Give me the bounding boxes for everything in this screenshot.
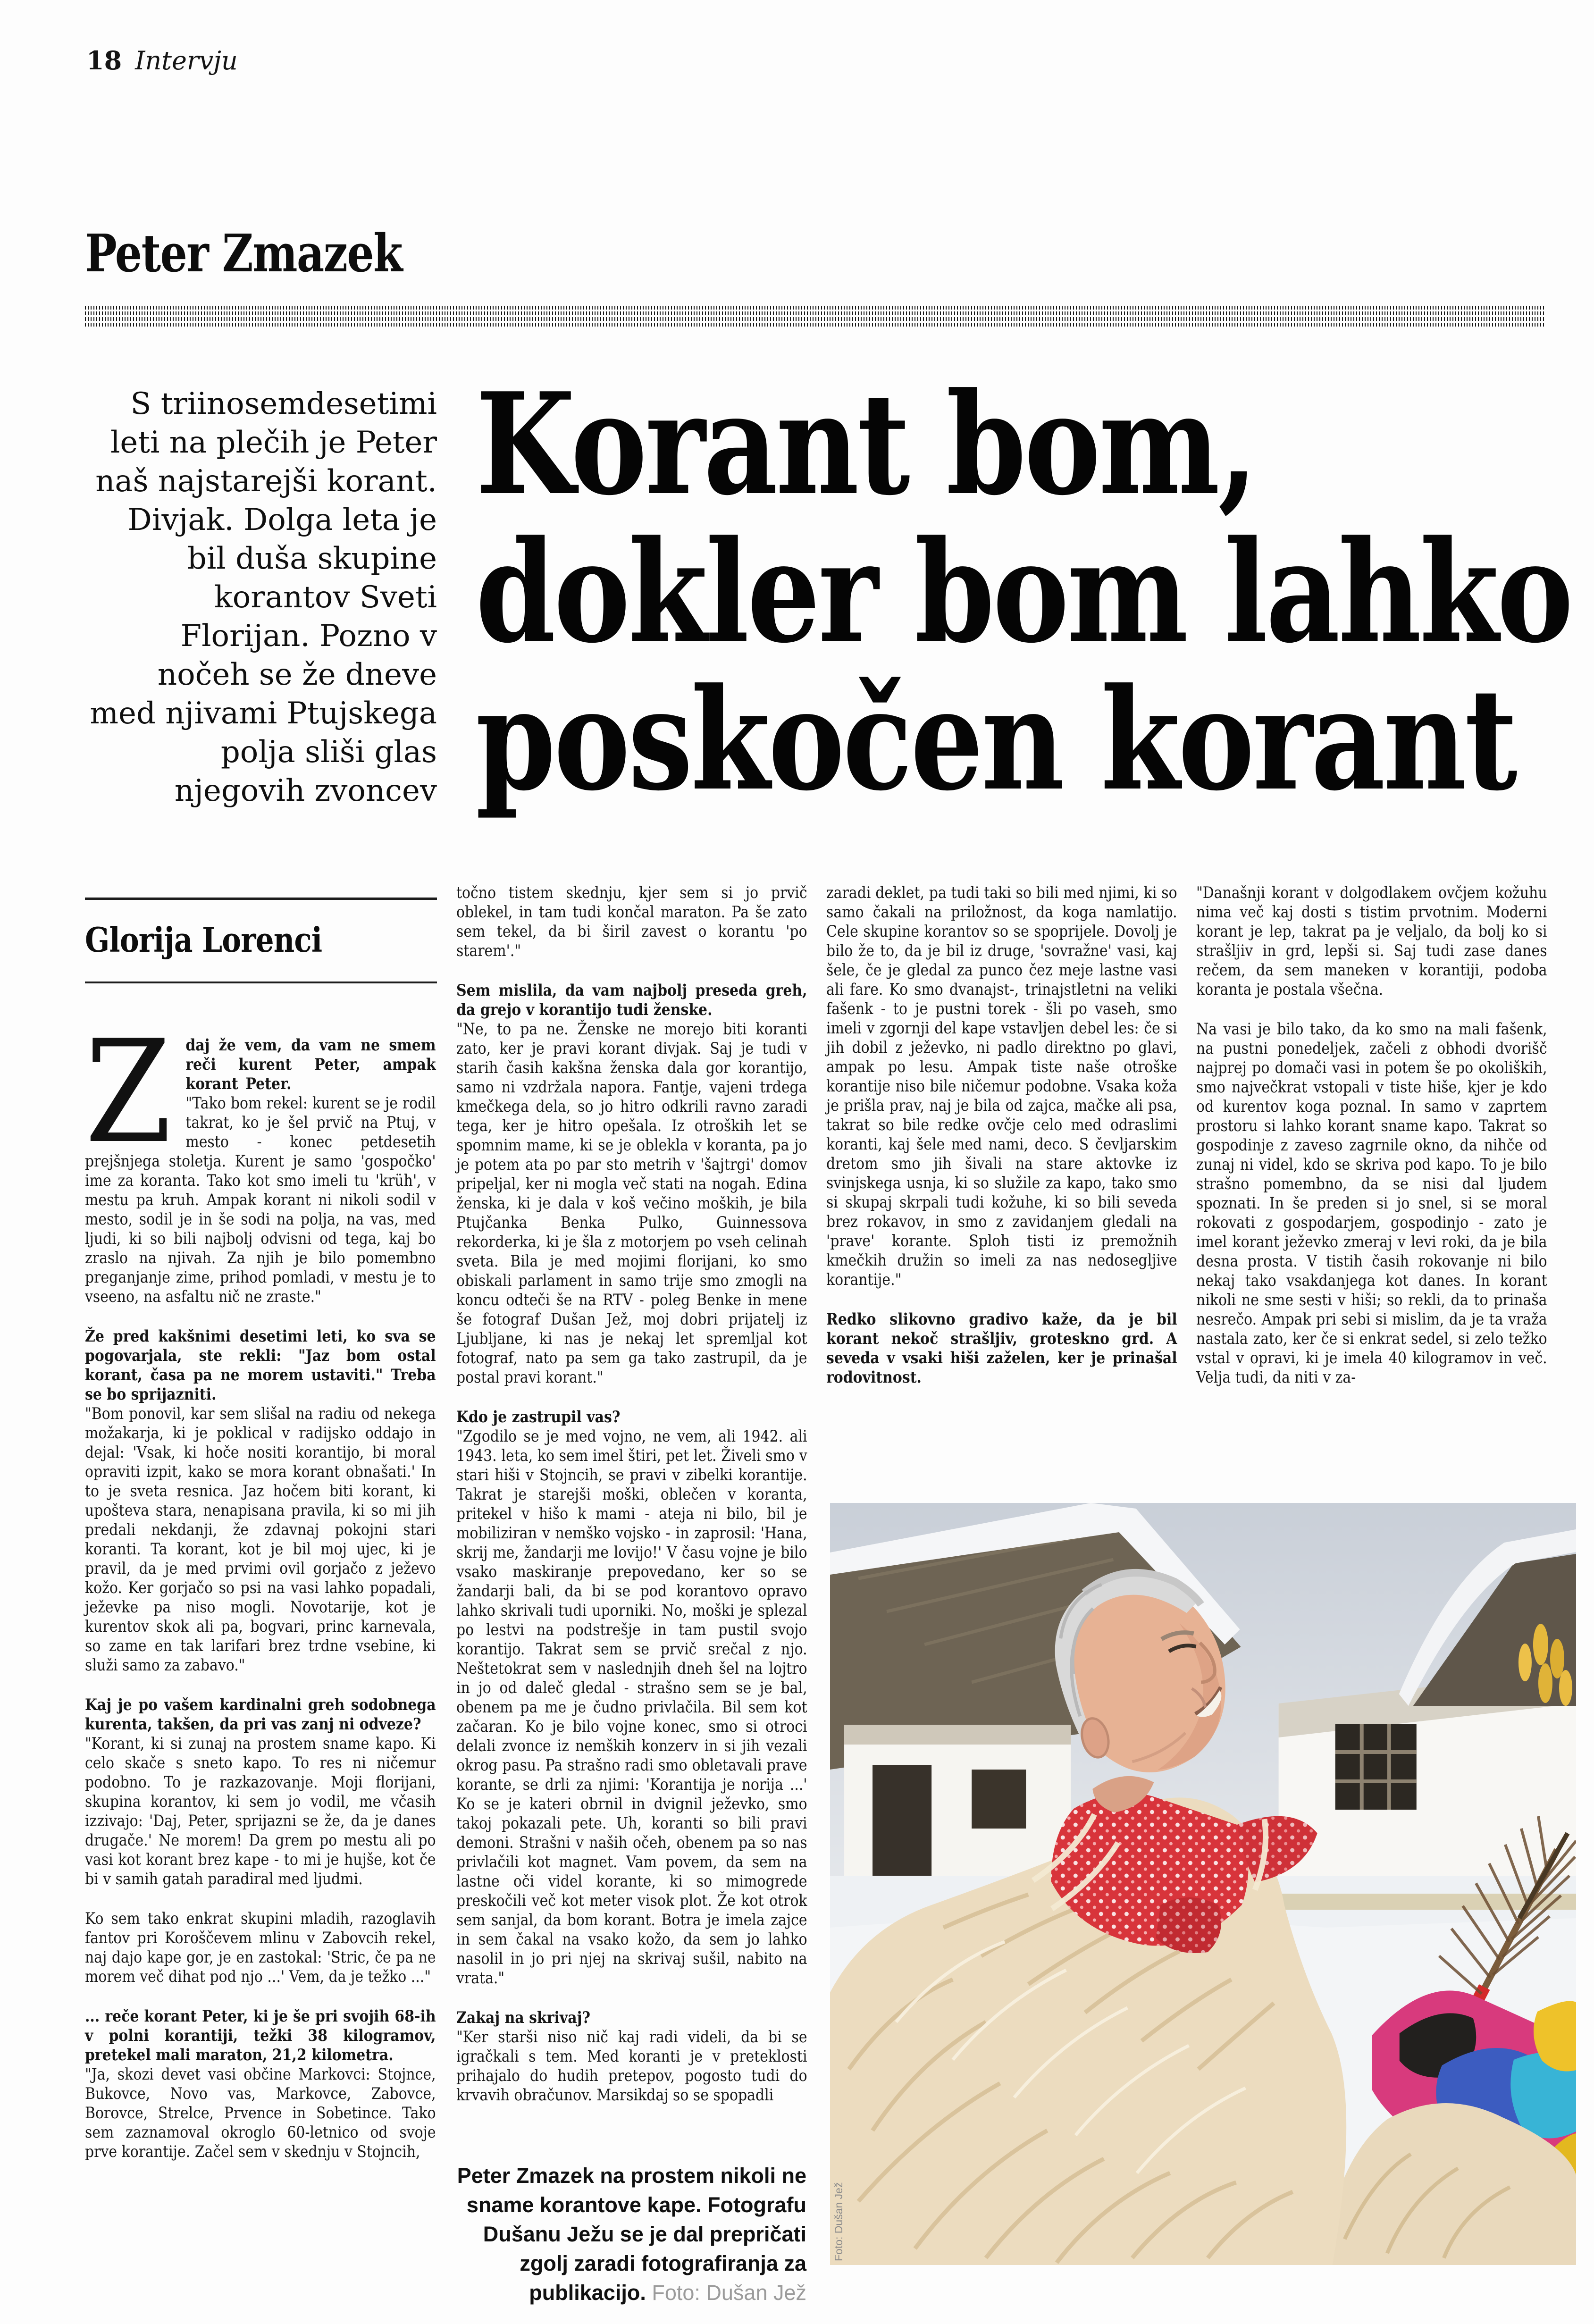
body-paragraph: "Ne, to pa ne. Ženske ne morejo biti koranti zato, ker je pravi korant divjak. Saj je tudi v starih časih kakšna ženska dala gor korantijo, samo ni vzdržala napora. Fantje, vajeni trdega kmečkega dela, so jo hitro odkrili ravno zaradi tega, ker je hitro opešala. Iz otroških let se spomnim mame, ki se je oblekla v koranta, pa jo je potem ata po par sto metrih v 'šajtrgi' domov pripeljal, ker ni mogla več stati na nogah. Edina ženska, ki je dala v koš večino moških, je bila Ptujčanka Benka Pulko, Guinnessova rekorderka, ki je šla z motorjem po vseh celinah sveta. Bila je med mojimi florijani, ko smo obiskali parlament in samo trije smo zmogli na koncu odteči še na RTV - poleg Benke in mene še fotograf Dušan Jež, moj dobri prijatelj iz Ljubljane, ki nas je nekaj let spremljal kot fotograf, nato pa sem ga tako zastrupil, da je postal pravi korant.": [456, 1020, 807, 1387]
body-paragraph: točno tistem skednju, kjer sem si jo prvič oblekel, in tam tudi končal maraton. Pa še zato sem tekel, da bi širil zavest o korantu 'po starem'.": [456, 883, 807, 960]
headline-line-2: dokler bom lahko: [476, 510, 1572, 674]
question-paragraph: Zakaj na skrivaj?: [456, 2008, 590, 2027]
section-title: Intervju: [135, 46, 238, 76]
question-paragraph: Kdo je zastrupil vas?: [456, 1408, 621, 1426]
lead-paragraph: daj že vem, da vam ne smem reči kurent Peter, ampak korant Peter.: [185, 1036, 436, 1093]
question-paragraph: ... reče korant Peter, ki je še pri svojih 68-ih v polni korantiji, težki 38 kilogramov, pretekel mali maraton, 21,2 kilometra.: [85, 2007, 436, 2064]
question-paragraph: Redko slikovno gradivo kaže, da je bil korant nekoč strašljiv, groteskno grd. A seveda v vsaki hiši zaželen, ker je prinašal rodovitnost.: [826, 1310, 1177, 1387]
dotted-divider: [85, 306, 1546, 328]
headline-line-1: Korant bom,: [476, 362, 1256, 526]
question-paragraph: Sem mislila, da vam najbolj preseda greh, da grejo v korantijo tudi ženske.: [456, 981, 807, 1019]
standfirst: S triinosemdesetimi leti na plečih je Peter naš najstarejši korant. Divjak. Dolga leta je bil duša skupine korantov Sveti Florijan. Pozno v nočeh se že dneve med njivami Ptujskega polja sliši glas njegovih zvoncev: [90, 386, 437, 808]
right-house-window: [1335, 1724, 1417, 1810]
headline-line-3: poskočen korant: [476, 657, 1516, 822]
author-name: Glorija Lorenci: [85, 920, 322, 960]
body-paragraph: "Zgodilo se je med vojno, ne vem, ali 1942. ali 1943. leta, ko sem imel štiri, pet let. Živeli smo v stari hiši v Stojncih, se pravi v zibelki korantije. Takrat je starejši moški, oblečen v koranta, pritekel v hišo k mami - ateja ni bilo, bil je mobiliziran v nemško vojsko - in zaprosil: 'Hana, skrij me, žandarji me lovijo!' V času vojne je bilo vsako maskiranje prepovedano, ker so se žandarji bali, da bi se pod korantovo opravo lahko skrivali tudi uporniki. No, moški je splezal po lestvi na podstrešje in tam pustil svojo korantijo. Takrat sem se prvič srečal z njo. Neštetokrat sem v naslednjih dneh šel na lojtro in jo od daleč gledal - strašno sem se je bal, obenem pa me je čudno privlačila. Bil sem kot začaran. Ko je bilo vojne konec, smo si otroci delali zvonce iz nemških konzerv in si jih vezali okrog pasu. Pa strašno radi smo obletavali prave korante, se drli za njimi: 'Korantija je norija ...' Ko se je kateri obrnil in dvignil ježevko, smo takoj pokazali pete. Uh, koranti so bili pravi demoni. Strašni v naših očeh, obenem pa so nas privlačili kot magnet. Vam povem, da sem na lastne oči videl korante, ki so mimogrede preskočili več kot meter visok plot. Že kot otrok sem sanjal, da bom korant. Botra je imela zajce in sem čakal na vsako kožo, da sem jo lahko nasolil in jo pri njej na skrivaj sušil, nabito na vrata.": [456, 1427, 807, 1988]
photo-credit-vertical: Foto: Dušan Jež: [832, 2182, 845, 2261]
dotted-divider-row: [85, 323, 1546, 327]
body-paragraph: "Ker starši niso nič kaj radi videli, da bi se igračkali s tem. Med koranti je v preteklosti prihajalo do hudih pretepov, pogosto tudi do krvavih obračunov. Marsikdaj so se spopadli: [456, 2028, 807, 2105]
body-column-4: [1196, 883, 1546, 1387]
question-paragraph: Že pred kakšnimi desetimi leti, ko sva se pogovarjala, ste rekli: "Jaz bom ostal korant, časa pa ne morem ustaviti." Treba se bo sprijazniti.: [85, 1327, 436, 1404]
body-paragraph: zaradi deklet, pa tudi taki so bili med njimi, ki so samo čakali na priložnost, da koga namlatijo. Cele skupine korantov so se spoprijele. Dovolj je bilo že to, da je bil iz druge, 'sovražne' vasi, kaj šele, če je gledal za punco čez meje lastne vasi ali fare. Ko smo dvanajst-, trinajstletni na veliki fašenk - to je pustni torek - šli po vaseh, smo imeli v zgornji del kape vstavljen debel les: če si jih dobil z ježevko, ni padlo direktno po glavi, ampak po lesu. Ampak tiste naše otroške korantije niso bile ničemur podobne. Vsaka koža je prišla prav, naj je bila od zajca, mačke ali psa, takrat so bile redke ovčje celo med odraslimi koranti, kaj šele med nami, deco. S čevljarskim dretom smo jih šivali na stare aktovke iz svinjskega usnja, ki so služile za kapo, tako smo si skupaj skrpali tudi kožuhe, ki so bili seveda brez rokavov, in smo z zavidanjem gledali na 'prave' korante. Sploh tisti iz premožnih kmečkih družin so imeli za nas nedosegljive korantije.": [826, 883, 1177, 1289]
page-number: 18: [86, 45, 122, 76]
caption-text: Peter Zmazek na prostem nikoli ne sname korantove kape. Fotografu Dušanu Ježu se je dal prepričati zgolj zaradi fotografiranja za publikacijo.: [457, 2164, 806, 2305]
kicker-name: Peter Zmazek: [85, 223, 402, 284]
body-column-1: [85, 1010, 437, 2162]
body-paragraph: "Tako bom rekel: kurent se je rodil takrat, ko je šel prvič na Ptuj, v mesto - konec petdesetih prejšnjega stoletja. Kurent je samo 'gospočko' ime za koranta. Tako kot smo imeli tu 'krüh', v mestu pa kruh. Ampak korant ni nikoli sodil v mesto, sodil je in še sodi na polja, na vas, med ljudi, ki so bili najbolj odvisni od tega, kaj bo zraslo na njivah. Za njih je bilo pomembno preganjanje zime, prihod pomladi, v mestu je to vseeno, na asfaltu nič ne zraste.": [85, 1094, 436, 1306]
body-paragraph: "Bom ponovil, kar sem slišal na radiu od nekega možakarja, ki je poklical v radijsko oddajo in dejal: 'Vsak, ki hoče nositi korantijo, bi moral opraviti izpit, kako se mora korant obnašati.' In to je sveta resnica. Jaz hočem biti korant, ki upošteva stara, nenapisana pravila, ki so mi jih predali nekdanji, že zdavnaj pokojni stari koranti. Ta korant, kot je bil moj ujec, ki je pravil, da je med prvimi ovil gorjačo z ježevo kožo. Ker gorjačo so psi na vasi lahko popadali, ježevke pa niso mogli. Novotarije, kot je kurentov skok ali pa, bogvari, princ karnevala, so zame en tak larifari brez trdne vsebine, ki služi samo za zabavo.": [85, 1404, 436, 1675]
photo-illustration: [830, 1503, 1576, 2265]
dotted-divider-row: [85, 317, 1546, 321]
dotted-divider-row: [85, 311, 1546, 315]
photo-caption: [456, 2161, 806, 2307]
body-paragraph: "Ja, skozi devet vasi občine Markovci: Stojnce, Bukovce, Novo vas, Markovce, Zabovce, Borovce, Strelce, Prvence in Sobetince. Tako sem zaznamoval okroglo 60-letnico od svoje prve korantije. Začel sem v skednju v Stojncih,: [85, 2065, 436, 2161]
column-1-blocks: [85, 1327, 436, 2162]
drop-cap: Z: [85, 1010, 172, 1175]
body-paragraph: Ko sem tako enkrat skupini mladih, razoglavih fantov pri Koroščevem mlinu v Zabovcih rekel, naj dajo kape gor, je en zastokal: 'Stric, če pa ne morem več dihat pod njo ...' Vem, da je težko ...": [85, 1909, 436, 1986]
body-column-2: [456, 883, 806, 2105]
dotted-divider-row: [85, 306, 1546, 310]
question-paragraph: Kaj je po vašem kardinalni greh sodobnega kurenta, takšen, da pri vas zanj ni odveze?: [85, 1695, 436, 1734]
body-paragraph: "Korant, ki si zunaj na prostem sname kapo. Ki celo skače s sneto kapo. To res ni ničemur podobno. To je razkazovanje. Moji florijani, skupina korantov, ki sem jo vodil, me včasih izzivajo: 'Daj, Peter, sprijazni se že, da je danes drugače.' Ne morem! Da grem po mestu ali po vasi kot korant brez kape - to mi je hujše, kot če bi v samih gatah paradiral med ljudmi.: [85, 1734, 436, 1888]
main-headline: [476, 362, 1572, 822]
article-photo: [830, 1503, 1576, 2265]
caption-credit: Foto: Dušan Jež: [652, 2281, 806, 2305]
body-paragraph: "Današnji korant v dolgodlakem ovčjem kožuhu nima več kaj dosti s tistim prvotnim. Moderni korant je lep, takrat pa je veljalo, da bolj ko si strašljiv in grd, lepši si. Saj tudi zase danes rečem, da sem maneken v korantiji, podoba koranta je postala všečna.: [1196, 883, 1547, 999]
left-house-window: [972, 1770, 1026, 1829]
body-column-3: [826, 883, 1176, 1387]
left-house-door: [873, 1765, 931, 1890]
folio: [86, 45, 238, 76]
body-paragraph: Na vasi je bilo tako, da ko smo na mali fašenk, na pustni ponedeljek, začeli z obhodi dvorišč najprej po domači vasi in potem še po okoliških, smo največkrat vstopali v tiste hiše, kjer je kdo od kurentov koga poznal. In samo v zaprtem prostoru si lahko korant sname kapo. Takrat so gospodinje z zaveso zagrnile okno, da nihče od zunaj ni videl, kdo se skriva pod kapo. To je bilo strašno pomembno, da se nisi dal ljudem spoznati. In še preden si jo snel, si se moral rokovati z gospodarjem, gospodinjo - zato je imel korant ježevko zmeraj v levi roki, da je bila desna prosta. V tistih časih rokovanje ni bilo nekaj tako vsakdanjega kot danes. In korant nikoli ne sme sesti v hiši; so rekli, da to prinaša nesrečo. Ampak pri sebi si mislim, da je ta vraža nastala zato, ker če si enkrat sedel, si zelo težko vstal v opravi, ki je imela 40 kilogramov in več. Velja tudi, da niti v za-: [1196, 1020, 1547, 1387]
byline-block: [85, 898, 437, 983]
